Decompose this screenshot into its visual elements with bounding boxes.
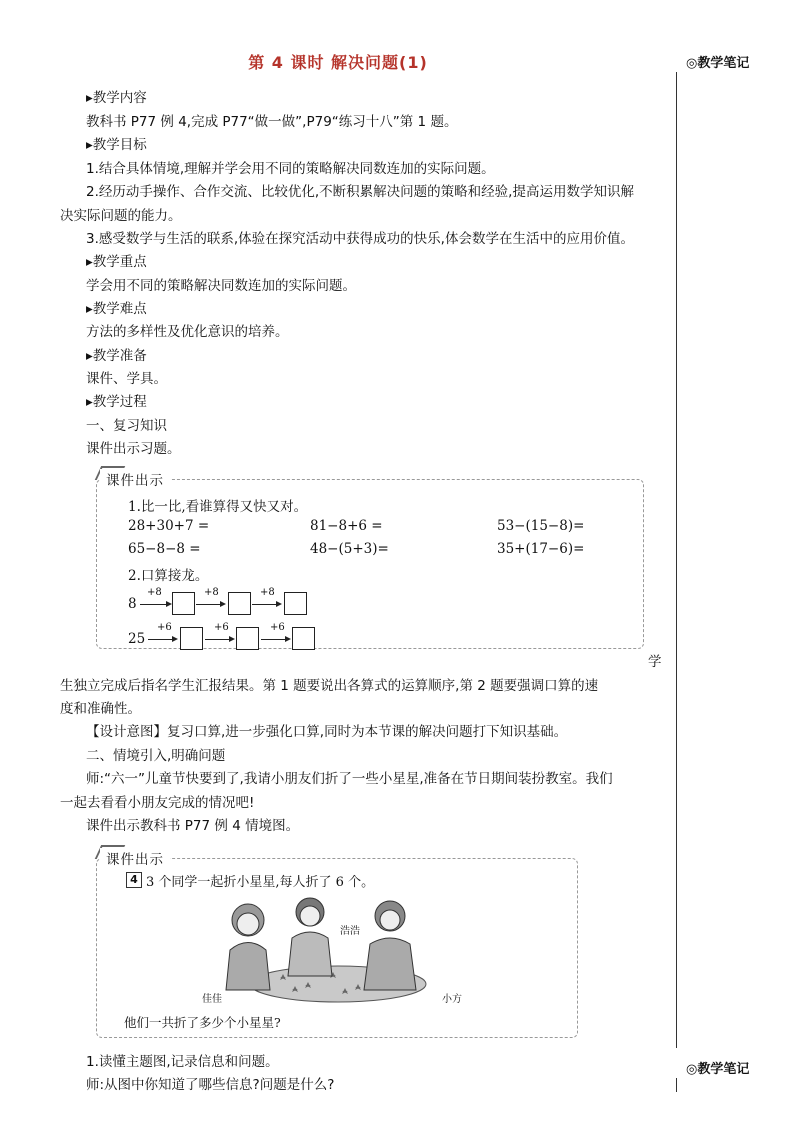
answer-box	[292, 627, 315, 650]
scene-illustration	[220, 890, 450, 1015]
side-divider-bottom	[676, 1078, 677, 1092]
answer-box	[228, 592, 251, 615]
section-heading: ▸教学内容	[86, 90, 147, 106]
paragraph: 学会用不同的策略解决同数连加的实际问题。	[86, 278, 356, 294]
question-text: 1.比一比,看谁算得又快又对。	[128, 499, 308, 515]
arrow-icon	[196, 604, 224, 605]
expression: 28+30+7 =	[128, 518, 210, 534]
chain-step-label: +6	[214, 622, 229, 633]
expression: 48−(5+3)=	[310, 541, 389, 557]
arrow-icon	[140, 604, 170, 605]
side-note-top: ◎教学笔记	[686, 56, 750, 71]
chain-start: 8	[128, 596, 137, 612]
section-heading: ▸教学过程	[86, 394, 147, 410]
expression: 53−(15−8)=	[497, 518, 585, 534]
section-heading: ▸教学准备	[86, 348, 147, 364]
paragraph: 2.经历动手操作、合作交流、比较优化,不断积累解决问题的策略和经验,提高运用数学知识解	[86, 184, 634, 200]
character-name: 小方	[442, 994, 462, 1005]
section-heading: ▸教学难点	[86, 301, 147, 317]
box-label: 课件出示	[100, 848, 170, 868]
chain-step-label: +8	[204, 587, 219, 598]
paragraph: 3.感受数学与生活的联系,体验在探究活动中获得成功的快乐,体会数学在生活中的应用价值。	[86, 231, 634, 247]
paragraph: 生独立完成后指名学生汇报结果。第 1 题要说出各算式的运算顺序,第 2 题要强调口算的速	[60, 678, 599, 694]
arrow-icon	[148, 639, 176, 640]
arrow-icon	[252, 604, 280, 605]
paragraph: 课件出示教科书 P77 例 4 情境图。	[86, 818, 300, 834]
paragraph: 二、情境引入,明确问题	[86, 748, 226, 764]
chain-step-label: +6	[270, 622, 285, 633]
page-title: 第 4 课时 解决问题(1)	[248, 53, 428, 72]
paragraph: 一起去看看小朋友完成的情况吧!	[60, 795, 255, 811]
answer-box	[236, 627, 259, 650]
paragraph: 课件出示习题。	[86, 441, 181, 457]
problem-question: 他们一共折了多少个小星星?	[124, 1015, 281, 1030]
paragraph: 方法的多样性及优化意识的培养。	[86, 324, 289, 340]
chain-step-label: +8	[260, 587, 275, 598]
paragraph-tail: 学	[648, 654, 662, 670]
character-name: 佳佳	[202, 994, 222, 1005]
paragraph: 1.结合具体情境,理解并学会用不同的策略解决同数连加的实际问题。	[86, 161, 495, 177]
answer-box	[180, 627, 203, 650]
answer-box	[284, 592, 307, 615]
expression: 35+(17−6)=	[497, 541, 585, 557]
expression: 65−8−8 =	[128, 541, 201, 557]
arrow-icon	[205, 639, 233, 640]
chain-start: 25	[128, 631, 146, 647]
paragraph: 师:从图中你知道了哪些信息?问题是什么?	[86, 1077, 335, 1093]
paragraph: 教科书 P77 例 4,完成 P77“做一做”,P79“练习十八”第 1 题。	[86, 114, 458, 130]
character-name: 浩浩	[340, 926, 360, 937]
expression: 81−8+6 =	[310, 518, 383, 534]
example-number: 4	[126, 872, 142, 888]
box-label: 课件出示	[100, 469, 170, 489]
question-text: 2.口算接龙。	[128, 568, 209, 584]
section-heading: ▸教学目标	[86, 137, 147, 153]
problem-statement: 3 个同学一起折小星星,每人折了 6 个。	[146, 875, 375, 890]
arrow-icon	[261, 639, 289, 640]
answer-box	[172, 592, 195, 615]
chain-step-label: +6	[157, 622, 172, 633]
side-note-bottom: ◎教学笔记	[686, 1062, 750, 1077]
paragraph: 度和准确性。	[60, 701, 141, 717]
section-heading: ▸教学重点	[86, 254, 147, 270]
paragraph: 课件、学具。	[86, 371, 167, 387]
design-intent: 【设计意图】复习口算,进一步强化口算,同时为本节课的解决问题打下知识基础。	[86, 724, 568, 740]
paragraph: 一、复习知识	[86, 418, 167, 434]
chain-step-label: +8	[147, 587, 162, 598]
side-divider	[676, 72, 677, 1048]
paragraph: 师:“六一”儿童节快要到了,我请小朋友们折了一些小星星,准备在节日期间装扮教室。我们	[86, 771, 613, 787]
paragraph: 决实际问题的能力。	[60, 208, 182, 224]
paragraph: 1.读懂主题图,记录信息和问题。	[86, 1054, 279, 1070]
